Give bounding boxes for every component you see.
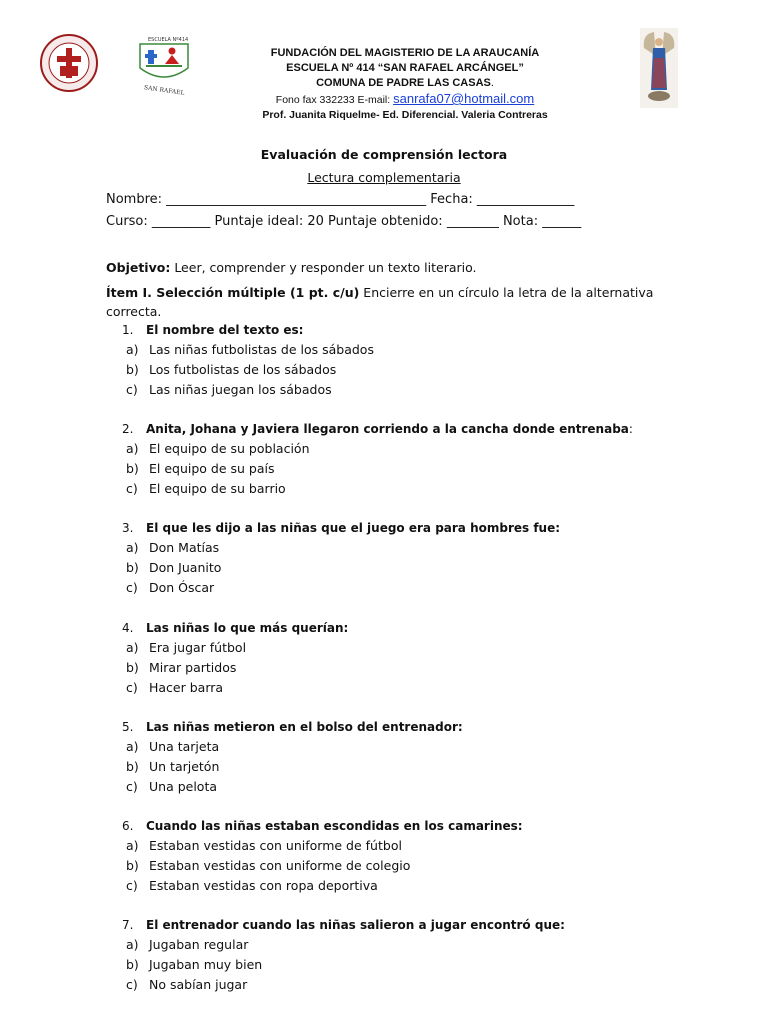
document-subtitle: Lectura complementaria bbox=[307, 170, 461, 185]
option-letter: b) bbox=[126, 759, 139, 774]
item-instructions: Ítem I. Selección múltiple (1 pt. c/u) Encierre en un círculo la letra de la alternativa correcta. bbox=[106, 285, 654, 319]
option-text: Jugaban muy bien bbox=[149, 957, 263, 972]
objective: Objetivo: Leer, comprender y responder un texto literario. bbox=[106, 260, 477, 275]
answer-option[interactable] bbox=[122, 538, 560, 558]
question-1 bbox=[122, 320, 374, 400]
question-prompt: El que les dijo a las niñas que el juego era para hombres fue: bbox=[146, 521, 561, 535]
option-text: Era jugar fútbol bbox=[149, 640, 247, 655]
answer-option[interactable] bbox=[122, 578, 560, 598]
question-text bbox=[122, 816, 523, 836]
answer-option[interactable] bbox=[122, 638, 348, 658]
option-text: Mirar partidos bbox=[149, 660, 237, 675]
answer-option[interactable] bbox=[122, 856, 523, 876]
answer-option[interactable] bbox=[122, 360, 374, 380]
question-5 bbox=[122, 717, 463, 797]
archangel-statue-image bbox=[640, 28, 678, 108]
email-link[interactable]: sanrafa07@hotmail.com bbox=[393, 91, 535, 106]
option-letter: b) bbox=[126, 461, 139, 476]
option-text: El equipo de su barrio bbox=[149, 481, 286, 496]
foundation-seal-logo bbox=[40, 34, 98, 92]
school-name: ESCUELA Nº 414 “SAN RAFAEL ARCÁNGEL” bbox=[286, 62, 524, 74]
option-text: Estaban vestidas con ropa deportiva bbox=[149, 878, 378, 893]
contact-line: Fono fax 332233 E-mail: sanrafa07@hotmail.com bbox=[275, 91, 535, 106]
option-text: Don Juanito bbox=[149, 560, 222, 575]
answer-option[interactable] bbox=[122, 737, 463, 757]
question-text bbox=[122, 618, 348, 638]
answer-option[interactable] bbox=[122, 757, 463, 777]
answer-option[interactable] bbox=[122, 975, 565, 995]
option-letter: c) bbox=[126, 382, 138, 397]
question-number: 1. bbox=[122, 323, 134, 337]
option-text: Don Óscar bbox=[149, 580, 215, 595]
question-prompt: Las niñas lo que más querían: bbox=[146, 621, 349, 635]
answer-option[interactable] bbox=[122, 658, 348, 678]
option-text: Estaban vestidas con uniforme de colegio bbox=[149, 858, 411, 873]
question-suffix: : bbox=[628, 422, 633, 436]
question-prompt: Anita, Johana y Javiera llegaron corriendo a la cancha donde entrenaba bbox=[146, 422, 629, 436]
answer-option[interactable] bbox=[122, 380, 374, 400]
option-letter: c) bbox=[126, 878, 138, 893]
question-prompt: El entrenador cuando las niñas salieron a jugar encontró que: bbox=[146, 918, 565, 932]
staff-line: Prof. Juanita Riquelme- Ed. Diferencial. Valeria Contreras bbox=[262, 109, 548, 121]
option-text: No sabían jugar bbox=[149, 977, 248, 992]
option-letter: c) bbox=[126, 977, 138, 992]
course-score-fields: Curso: _________ Puntaje ideal: 20 Puntaje obtenido: ________ Nota: ______ bbox=[106, 214, 582, 229]
option-letter: b) bbox=[126, 660, 139, 675]
option-text: Don Matías bbox=[149, 540, 220, 555]
question-number: 4. bbox=[122, 621, 134, 635]
question-3 bbox=[122, 518, 560, 598]
question-text bbox=[122, 518, 560, 538]
option-letter: a) bbox=[126, 739, 139, 754]
answer-option[interactable] bbox=[122, 439, 633, 459]
option-letter: a) bbox=[126, 441, 139, 456]
option-text: El equipo de su población bbox=[149, 441, 310, 456]
option-letter: c) bbox=[126, 481, 138, 496]
question-prompt: Cuando las niñas estaban escondidas en los camarines: bbox=[146, 819, 523, 833]
option-letter: b) bbox=[126, 957, 139, 972]
question-number: 2. bbox=[122, 422, 134, 436]
answer-option[interactable] bbox=[122, 955, 565, 975]
answer-option[interactable] bbox=[122, 876, 523, 896]
answer-option[interactable] bbox=[122, 678, 348, 698]
answer-option[interactable] bbox=[122, 935, 565, 955]
option-letter: c) bbox=[126, 680, 138, 695]
school-logo bbox=[134, 34, 194, 96]
answer-option[interactable] bbox=[122, 340, 374, 360]
option-letter: b) bbox=[126, 560, 139, 575]
option-text: Jugaban regular bbox=[149, 937, 249, 952]
svg-text:SAN RAFAEL: SAN RAFAEL bbox=[143, 84, 185, 96]
option-letter: c) bbox=[126, 580, 138, 595]
answer-option[interactable] bbox=[122, 777, 463, 797]
option-letter: a) bbox=[126, 838, 139, 853]
answer-option[interactable] bbox=[122, 459, 633, 479]
question-2 bbox=[122, 419, 633, 499]
question-4 bbox=[122, 618, 348, 698]
question-number: 7. bbox=[122, 918, 134, 932]
option-letter: b) bbox=[126, 858, 139, 873]
option-text: Hacer barra bbox=[149, 680, 224, 695]
option-letter: a) bbox=[126, 540, 139, 555]
option-text: El equipo de su país bbox=[149, 461, 275, 476]
option-letter: a) bbox=[126, 640, 139, 655]
option-text: Estaban vestidas con uniforme de fútbol bbox=[149, 838, 402, 853]
question-number: 3. bbox=[122, 521, 134, 535]
question-6 bbox=[122, 816, 523, 896]
answer-option[interactable] bbox=[122, 836, 523, 856]
option-letter: a) bbox=[126, 937, 139, 952]
svg-text:ESCUELA Nº414: ESCUELA Nº414 bbox=[148, 37, 189, 43]
question-7 bbox=[122, 915, 565, 995]
answer-option[interactable] bbox=[122, 558, 560, 578]
question-text bbox=[122, 419, 633, 439]
question-text bbox=[122, 915, 565, 935]
question-prompt: Las niñas metieron en el bolso del entrenador: bbox=[146, 720, 463, 734]
foundation-name: FUNDACIÓN DEL MAGISTERIO DE LA ARAUCANÍA bbox=[270, 47, 540, 59]
question-text bbox=[122, 717, 463, 737]
option-text: Los futbolistas de los sábados bbox=[149, 362, 337, 377]
name-date-fields: Nombre: ________________________________________ Fecha: _______________ bbox=[106, 192, 575, 207]
option-text: Una pelota bbox=[149, 779, 218, 794]
school-header bbox=[200, 46, 610, 123]
option-text: Una tarjeta bbox=[149, 739, 220, 754]
option-text: Las niñas futbolistas de los sábados bbox=[149, 342, 374, 357]
answer-option[interactable] bbox=[122, 479, 633, 499]
option-text: Un tarjetón bbox=[149, 759, 220, 774]
option-letter: a) bbox=[126, 342, 139, 357]
question-prompt: El nombre del texto es: bbox=[146, 323, 304, 337]
question-number: 5. bbox=[122, 720, 134, 734]
option-letter: b) bbox=[126, 362, 139, 377]
option-letter: c) bbox=[126, 779, 138, 794]
option-text: Las niñas juegan los sábados bbox=[149, 382, 332, 397]
question-number: 6. bbox=[122, 819, 134, 833]
question-text bbox=[122, 320, 374, 340]
document-title: Evaluación de comprensión lectora bbox=[260, 147, 508, 162]
commune-name: COMUNA DE PADRE LAS CASAS. bbox=[316, 77, 494, 89]
